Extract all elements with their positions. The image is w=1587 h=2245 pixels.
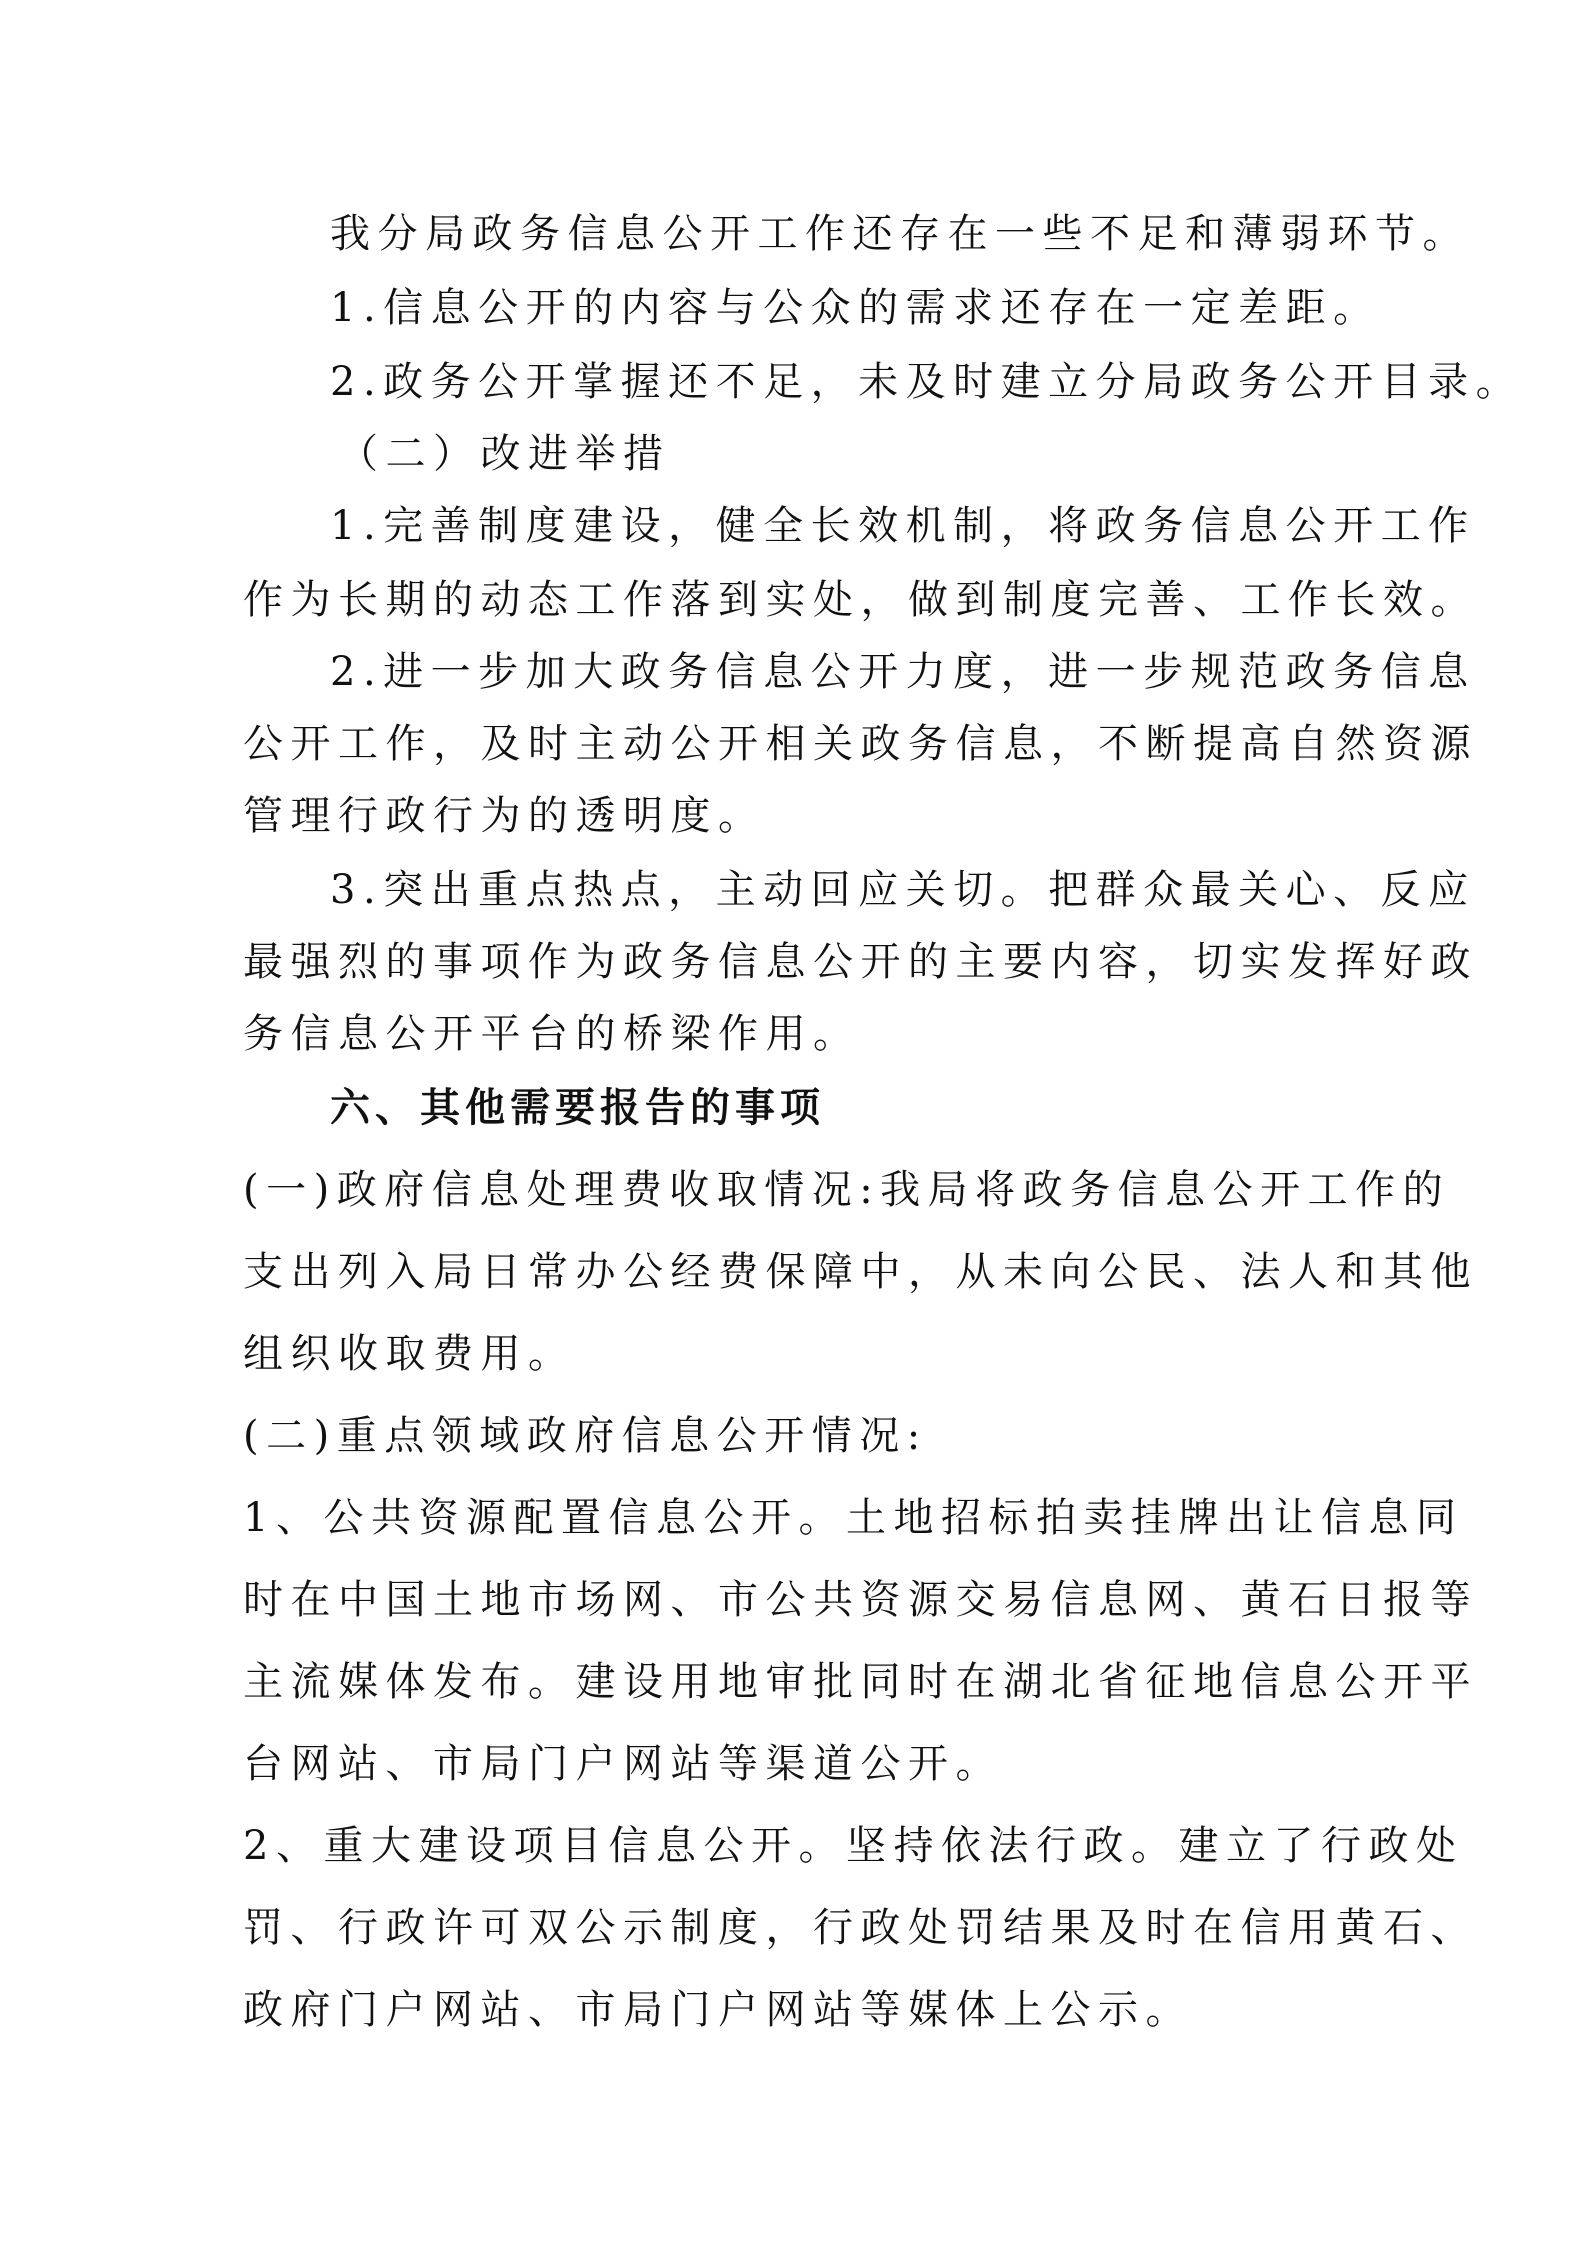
public-resources-line-1: 1、公共资源配置信息公开。土地招标拍卖挂牌出让信息同 [243,1495,1464,1541]
section-heading-improvements: （二）改进举措 [338,431,671,477]
major-projects-line-1: 2、重大建设项目信息公开。坚持依法行政。建立了行政处 [243,1823,1464,1869]
public-resources-line-4: 台网站、市局门户网站等渠道公开。 [243,1741,1003,1787]
major-projects-line-2: 罚、行政许可双公示制度，行政处罚结果及时在信用黄石、 [243,1905,1478,1951]
fee-paragraph-line-2: 支出列入局日常办公经费保障中，从未向公民、法人和其他 [243,1249,1478,1295]
improvement-item-2-line-2: 公开工作，及时主动公开相关政务信息，不断提高自然资源 [243,721,1478,767]
improvement-item-3-line-2: 最强烈的事项作为政务信息公开的主要内容，切实发挥好政 [243,939,1478,985]
public-resources-line-3: 主流媒体发布。建设用地审批同时在湖北省征地信息公开平 [243,1659,1478,1705]
improvement-item-3-line-3: 务信息公开平台的桥梁作用。 [243,1011,861,1057]
section-heading-other-matters: 六、其他需要报告的事项 [330,1084,825,1131]
major-projects-line-3: 政府门户网站、市局门户网站等媒体上公示。 [243,1987,1193,2033]
shortcoming-item-2: 2.政务公开掌握还不足，未及时建立分局政务公开目录。 [330,359,1524,405]
improvement-item-2-line-3: 管理行政行为的透明度。 [243,793,766,839]
key-areas-heading: (二)重点领域政府信息公开情况: [243,1413,928,1459]
improvement-item-1-line-1: 1.完善制度建设，健全长效机制，将政务信息公开工作 [330,503,1476,549]
improvement-item-2-line-1: 2.进一步加大政务信息公开力度，进一步规范政务信息 [330,649,1476,695]
improvement-item-1-line-2: 作为长期的动态工作落到实处，做到制度完善、工作长效。 [243,577,1478,623]
fee-paragraph-line-1: (一)政府信息处理费收取情况:我局将政务信息公开工作的 [243,1167,1451,1213]
paragraph-shortcomings: 我分局政务信息公开工作还存在一些不足和薄弱环节。 [330,211,1470,257]
shortcoming-item-1: 1.信息公开的内容与公众的需求还存在一定差距。 [330,285,1381,331]
fee-paragraph-line-3: 组织收取费用。 [243,1331,576,1377]
improvement-item-3-line-1: 3.突出重点热点，主动回应关切。把群众最关心、反应 [330,867,1476,913]
public-resources-line-2: 时在中国土地市场网、市公共资源交易信息网、黄石日报等 [243,1577,1478,1623]
